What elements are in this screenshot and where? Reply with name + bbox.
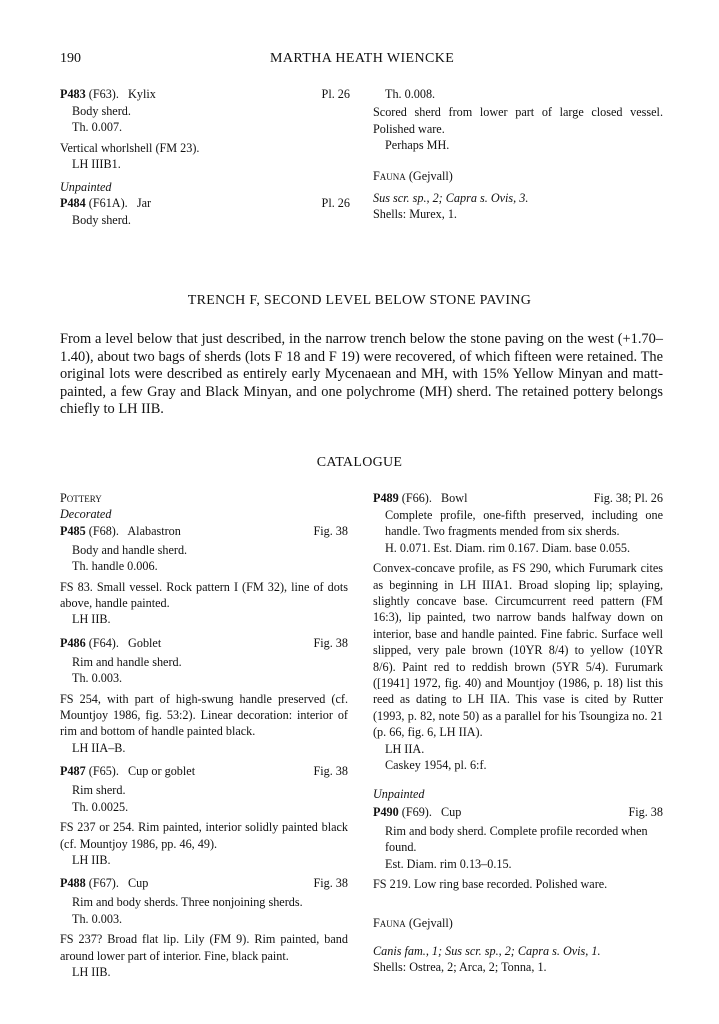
- entry-line: Th. 0.007.: [72, 120, 123, 135]
- subheading-unpainted: Unpainted: [60, 179, 112, 194]
- subheading-unpainted: Unpainted: [373, 786, 425, 801]
- entry-date: LH IIA.: [385, 741, 425, 756]
- entry-date: LH IIA–B.: [72, 740, 126, 755]
- figure-reference: Fig. 38: [313, 635, 348, 650]
- entry-id: P485: [60, 523, 86, 538]
- entry-date: LH IIB.: [72, 852, 111, 867]
- fauna-list: Canis fam., 1; Sus scr. sp., 2; Capra s. Ovis, 1.: [373, 943, 601, 958]
- entry-description: FS 83. Small vessel. Rock pattern I (FM 32), line of dots above, handle painted.: [60, 579, 348, 611]
- entry-line: Th. handle 0.006.: [72, 559, 158, 574]
- entry-line: Th. 0.008.: [385, 87, 436, 101]
- entry-line: Body sherd.: [72, 104, 131, 118]
- fauna-heading: Fauna (Gejvall): [373, 915, 453, 930]
- entry-title: (F61A). Jar: [85, 196, 152, 211]
- entry-line: Est. Diam. rim 0.13–0.15.: [385, 856, 512, 871]
- figure-reference: Fig. 38; Pl. 26: [593, 491, 663, 505]
- shells-list: Shells: Ostrea, 2; Arca, 2; Tonna, 1.: [373, 960, 547, 975]
- entry-title: (F63). Kylix: [85, 87, 156, 101]
- entry-date: Perhaps MH.: [385, 138, 450, 153]
- catalogue-left-column: [60, 490, 348, 980]
- catalogue-entry-p488: [60, 875, 348, 980]
- entry-id: P489: [373, 491, 399, 505]
- fauna-list: Sus scr. sp., 2; Capra s. Ovis, 3.: [373, 191, 529, 206]
- catalogue-entry-p484: [60, 195, 350, 228]
- subheading-pottery: Pottery: [60, 491, 102, 505]
- top-right-column: [373, 86, 663, 223]
- intro-paragraph: From a level below that just described, in the narrow trench below the stone paving on the west (+1.70–1.40), about two bags of sherds (lots F 18 and F 19) were recovered, of which fifteen were retained. The original lots were described as entirely early Mycenaean and MH, with 15% Yellow Minyan and matt-painted, a few Gray and Black Minyan, and one polychrome (MH) sherd. The retained pottery belongs chiefly to LH IIB.: [60, 331, 663, 417]
- entry-line: H. 0.071. Est. Diam. rim 0.167. Diam. base 0.055.: [385, 540, 631, 555]
- entry-title: (F65). Cup or goblet: [85, 764, 196, 779]
- catalogue-entry-p489: [373, 490, 663, 774]
- entry-title: (F68). Alabastron: [85, 523, 181, 538]
- entry-description: FS 237 or 254. Rim painted, interior solidly painted black (cf. Mountjoy 1986, pp. 46, 49).: [60, 820, 348, 851]
- entry-id: P486: [60, 635, 86, 650]
- catalogue-entry-p485: [60, 523, 348, 628]
- catalogue-entry-p486: [60, 635, 348, 756]
- entry-title: (F66). Bowl: [398, 491, 468, 505]
- entry-line: Th. 0.0025.: [72, 799, 129, 814]
- entry-description: FS 254, with part of high-swung handle preserved (cf. Mountjoy 1986, fig. 53:2). Linear decoration: interior of rim and bottom of handle painted black.: [60, 691, 348, 739]
- entry-description: FS 219. Low ring base recorded. Polished ware.: [373, 877, 608, 892]
- figure-reference: Fig. 38: [628, 804, 663, 819]
- catalogue-right-column: [373, 490, 663, 976]
- entry-line: Rim and handle sherd.: [72, 654, 182, 669]
- entry-title: (F69). Cup: [398, 804, 462, 819]
- figure-reference: Fig. 38: [313, 523, 348, 538]
- entry-title: (F64). Goblet: [85, 635, 162, 650]
- entry-id: P483: [60, 87, 86, 101]
- entry-line: Th. 0.003.: [72, 911, 123, 926]
- shells-list: Shells: Murex, 1.: [373, 207, 457, 222]
- figure-reference: Fig. 38: [313, 764, 348, 779]
- entry-date: LH IIB.: [72, 612, 111, 627]
- entry-description: Scored sherd from lower part of large closed vessel. Polished ware.: [373, 105, 663, 136]
- catalogue-entry-p483: [60, 86, 350, 173]
- entry-reference: Caskey 1954, pl. 6:f.: [385, 758, 487, 773]
- figure-reference: Fig. 38: [313, 876, 348, 891]
- section-title: TRENCH F, SECOND LEVEL BELOW STONE PAVING: [187, 293, 532, 308]
- entry-id: P484: [60, 196, 86, 211]
- entry-id: P487: [60, 764, 86, 779]
- entry-line: Rim and body sherds. Three nonjoining sherds.: [72, 895, 303, 910]
- entry-line: Rim sherd.: [72, 783, 126, 798]
- entry-line: Complete profile, one-fifth preserved, including one handle. Two fragments mended from six sherds.: [385, 508, 663, 539]
- entry-line: Th. 0.003.: [72, 671, 123, 686]
- entry-description: FS 237? Broad flat lip. Lily (FM 9). Rim painted, band around lower part of interior. Fine, black paint.: [60, 932, 348, 963]
- running-head: MARTHA HEATH WIENCKE: [270, 51, 455, 66]
- page-number: 190: [60, 51, 81, 66]
- entry-description: Convex-concave profile, as FS 290, which Furumark cites as beginning in LH IIIA1. Broad sloping lip; splaying, slightly concave base. Circumcurrent reed pattern (FM 16:3), lip painted, two narrow bands halfway down on interior, base and handle painted. Fine fabric. Surface well slipped, very pale brown (10YR 8/4) to yellow (10YR 8/6). Paint red to reddish brown (5YR 5/4). Furumark ([1941] 1972, fig. 40) and Mountjoy (1986, p. 18) list this reed as dating to LH IIA. This vase is cited by Rutter (1993, p. 82, note 50) as a parallel for his Tsoungiza no. 21 (p. 66, fig. 6, LH IIA).: [373, 561, 663, 740]
- entry-title: (F67). Cup: [85, 876, 149, 891]
- catalogue-entry-p487: [60, 763, 348, 868]
- entry-date: LH IIIB1.: [72, 157, 121, 172]
- subheading-decorated: Decorated: [60, 507, 112, 522]
- entry-id: P490: [373, 804, 399, 819]
- entry-line: Body sherd.: [72, 213, 131, 228]
- entry-description: Vertical whorlshell (FM 23).: [60, 140, 200, 155]
- entry-id: P488: [60, 876, 86, 891]
- plate-reference: Pl. 26: [321, 87, 350, 101]
- catalogue-entry-p490: [373, 804, 663, 893]
- entry-line: Body and handle sherd.: [72, 542, 188, 557]
- entry-date: LH IIB.: [72, 964, 111, 979]
- fauna-heading: Fauna (Gejvall): [373, 168, 453, 183]
- catalogue-title: CATALOGUE: [316, 455, 403, 470]
- plate-reference: Pl. 26: [321, 196, 350, 211]
- top-left-column: [60, 86, 350, 228]
- entry-line: Rim and body sherd. Complete profile recorded when found.: [385, 823, 648, 855]
